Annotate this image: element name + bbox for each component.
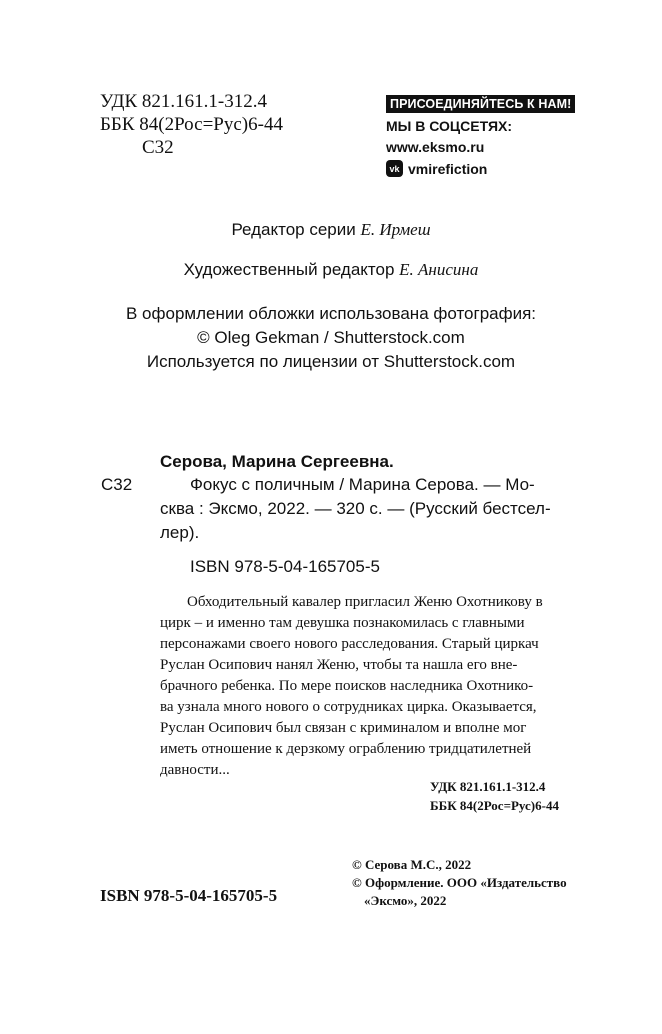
cover-credit-line: © Oleg Gekman / Shutterstock.com [197, 328, 465, 347]
cover-photo-credit [0, 302, 662, 374]
footer-udc: УДК 821.161.1-312.4 [430, 779, 546, 794]
udc-code: УДК 821.161.1-312.4 [100, 91, 267, 112]
annotation-line: цирк – и именно там девушка познакомилась с главными [160, 615, 525, 631]
description-line: сква : Эксмо, 2022. — 320 с. — (Русский бестсел- [160, 499, 551, 518]
series-editor-name: Е. Ирмеш [360, 220, 431, 239]
website-link[interactable]: www.eksmo.ru [386, 139, 485, 155]
copyright-design: © Оформление. ООО «Издательство [352, 875, 567, 890]
annotation [160, 592, 592, 781]
annotation-line: Руслан Осипович был связан с криминалом и вполне мог [160, 720, 527, 736]
classification-block [100, 90, 283, 159]
cover-credit-line: Используется по лицензии от Shutterstock.com [146, 352, 516, 371]
copyright-design-cont: «Эксмо», 2022 [364, 893, 447, 908]
annotation-line: Руслан Осипович нанял Женю, чтобы та нашла его вне- [160, 657, 518, 673]
annotation-line: Обходительный кавалер пригласил Женю Охотникову в [187, 594, 543, 610]
copyright-block [352, 856, 567, 910]
cover-credit-line: В оформлении обложки использована фотография: [125, 304, 537, 323]
vk-link[interactable] [386, 160, 575, 177]
cutter-code: С32 [142, 137, 174, 158]
vk-handle: vmirefiction [408, 160, 488, 177]
bibliographic-description [160, 473, 590, 545]
series-editor-line [0, 220, 662, 240]
footer-bbk: ББК 84(2Рос=Рус)6-44 [430, 798, 559, 813]
copyright-author: © Серова М.С., 2022 [352, 857, 472, 872]
social-label: МЫ В СОЦСЕТЯХ: [386, 118, 513, 134]
isbn-main: ISBN 978-5-04-165705-5 [190, 557, 380, 576]
footer-classification [430, 777, 590, 815]
description-line: Фокус с поличным / Марина Серова. — Мо- [190, 475, 535, 494]
series-editor-label: Редактор серии [231, 220, 356, 239]
author-heading: Серова, Марина Сергеевна. [160, 452, 394, 471]
art-editor-line [0, 260, 662, 280]
isbn-footer: ISBN 978-5-04-165705-5 [100, 886, 278, 905]
annotation-line: иметь отношение к дерзкому ограблению тридцатилетней [160, 741, 532, 757]
annotation-line: персонажами своего нового расследования. Старый циркач [160, 636, 539, 652]
annotation-line: ва узнала много нового о сотрудниках цирка. Оказывается, [160, 699, 537, 715]
description-line: лер). [160, 523, 200, 542]
art-editor-name: Е. Анисина [399, 260, 479, 279]
join-us-banner: ПРИСОЕДИНЯЙТЕСЬ К НАМ! [386, 95, 575, 113]
social-block [386, 95, 575, 177]
vk-icon: vk [386, 160, 403, 177]
annotation-line: брачного ребенка. По мере поисков наследника Охотнико- [160, 678, 534, 694]
bbk-code: ББК 84(2Рос=Рус)6-44 [100, 114, 283, 135]
art-editor-label: Художественный редактор [183, 260, 395, 279]
annotation-line: давности... [160, 762, 230, 778]
bibliographic-cutter: С32 [101, 475, 133, 494]
